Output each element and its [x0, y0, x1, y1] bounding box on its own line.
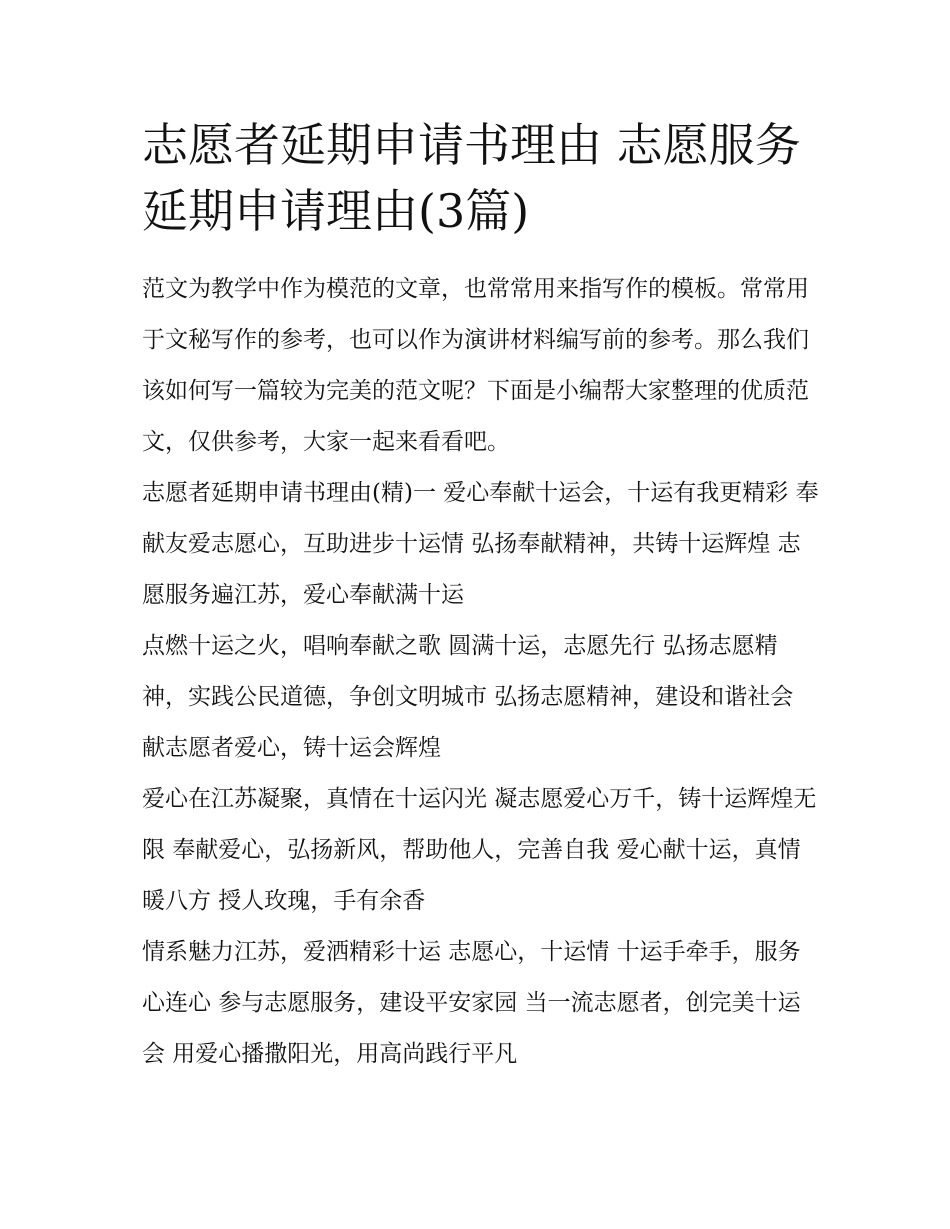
paragraph-slogans-2: 点燃十运之火，唱响奉献之歌 圆满十运，志愿先行 弘扬志愿精神，实践公民道德，争创文明城市 弘扬志愿精神，建设和谐社会 献志愿者爱心，铸十运会辉煌	[142, 633, 794, 761]
document-page	[142, 112, 822, 1080]
paragraph-intro: 范文为教学中作为模范的文章，也常常用来指写作的模板。常常用于文秘写作的参考，也可以作为演讲材料编写前的参考。那么我们该如何写一篇较为完美的范文呢？下面是小编帮大家整理的优质范文，仅供参考，大家一起来看看吧。	[142, 276, 809, 455]
paragraph-slogans-4: 情系魅力江苏，爱洒精彩十运 志愿心，十运情 十运手牵手，服务心连心 参与志愿服务，建设平安家园 当一流志愿者，创完美十运会 用爱心播撒阳光，用高尚践行平凡	[142, 939, 801, 1067]
paragraph-slogans-1: 志愿者延期申请书理由(精)一 爱心奉献十运会，十运有我更精彩 奉献友爱志愿心，互助进步十运情 弘扬奉献精神，共铸十运辉煌 志愿服务遍江苏，爱心奉献满十运	[142, 480, 819, 608]
paragraph-slogans-3: 爱心在江苏凝聚，真情在十运闪光 凝志愿爱心万千，铸十运辉煌无限 奉献爱心，弘扬新风，帮助他人，完善自我 爱心献十运，真情暖八方 授人玫瑰，手有余香	[142, 786, 817, 914]
document-title: 志愿者延期申请书理由 志愿服务延期申请理由(3篇)	[142, 118, 801, 238]
